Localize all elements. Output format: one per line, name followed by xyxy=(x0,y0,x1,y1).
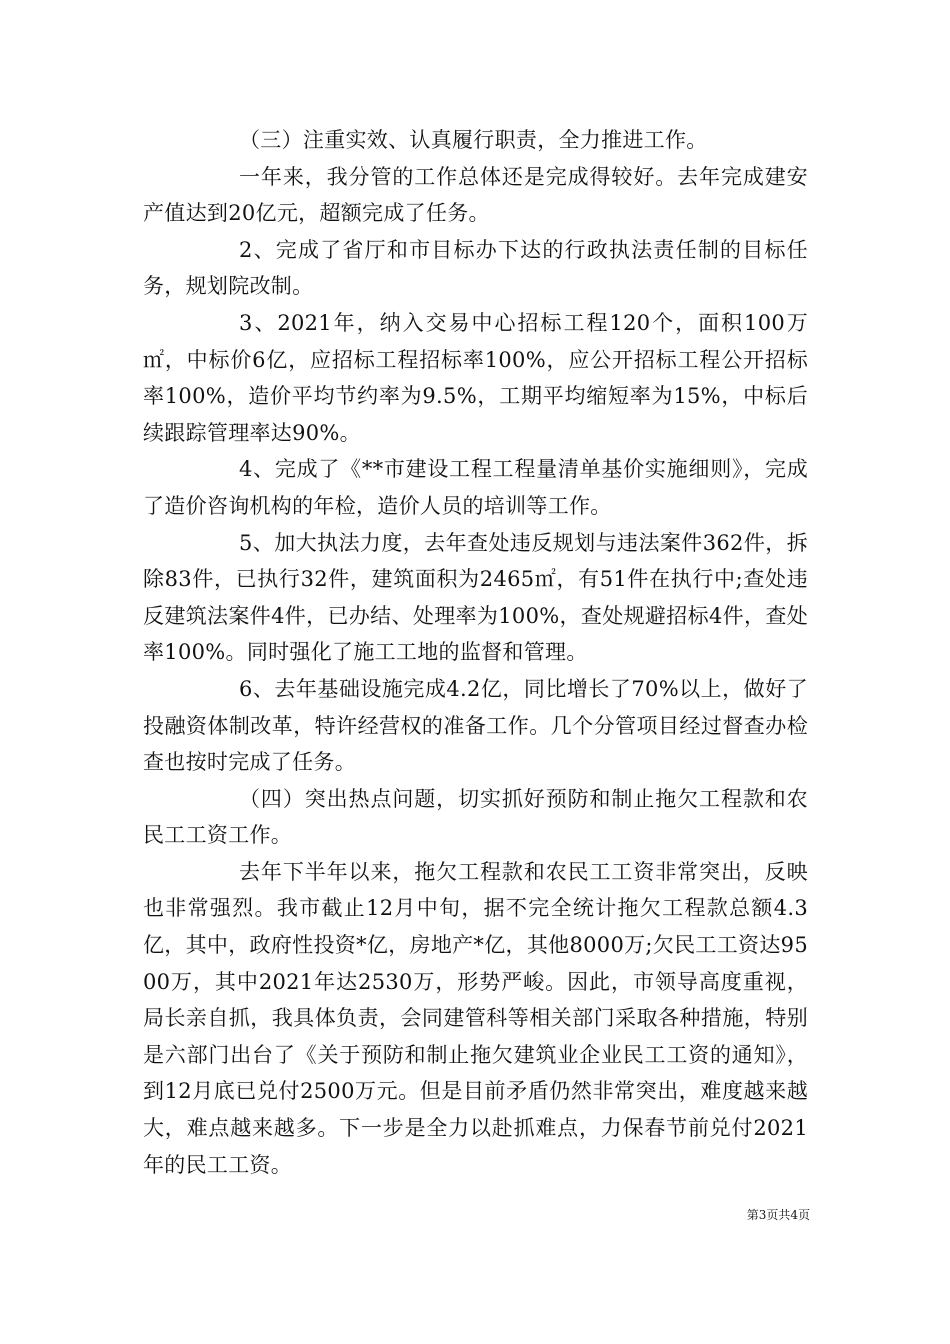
paragraph-summary: 一年来，我分管的工作总体还是完成得较好。去年完成建安产值达到20亿元，超额完成了任务。 xyxy=(143,164,808,226)
section-heading-3: （三）注重实效、认真履行职责，全力推进工作。 xyxy=(239,128,708,152)
section-heading-4: （四）突出热点问题，切实抓好预防和制止拖欠工程款和农民工工资工作。 xyxy=(143,786,808,848)
paragraph-wage-arrears: 去年下半年以来，拖欠工程款和农民工工资非常突出，反映也非常强烈。我市截止12月中旬，据不完全统计拖欠工程款总额4.3亿，其中，政府性投资*亿，房地产*亿，其他8000万;欠民工工资达9500万，其中2021年达2530万，形势严峻。因此，市领导高度重视，局长亲自抓，我具体负责，会同建管科等相关部门采取各种措施，特别是六部门出台了《关于预防和制止拖欠建筑业企业民工工资的通知》，到12月底已兑付2500万元。但是目前矛盾仍然非常突出，难度越来越大，难点越来越多。下一步是全力以赴抓难点，力保春节前兑付2021年的民工工资。 xyxy=(143,859,808,1177)
paragraph-item-2: 2、完成了省厅和市目标办下达的行政执法责任制的目标任务，规划院改制。 xyxy=(143,237,808,299)
paragraph-item-6: 6、去年基础设施完成4.2亿，同比增长了70%以上，做好了投融资体制改革，特许经营权的准备工作。几个分管项目经过督查办检查也按时完成了任务。 xyxy=(143,676,808,775)
paragraph-item-5: 5、加大执法力度，去年查处违反规划与违法案件362件，拆除83件，已执行32件，建筑面积为2465㎡，有51件在执行中;查处违反建筑法案件4件，已办结、处理率为100%，查处规避招标4件，查处率100%。同时强化了施工工地的监督和管理。 xyxy=(143,530,808,665)
paragraph-item-4: 4、完成了《**市建设工程工程量清单基价实施细则》，完成了造价咨询机构的年检，造价人员的培训等工作。 xyxy=(143,457,808,518)
page-number-footer: 第3页共4页 xyxy=(746,1208,810,1222)
paragraph-item-3: 3、2021年，纳入交易中心招标工程120个，面积100万㎡，中标价6亿，应招标工程招标率100%，应公开招标工程公开招标率100%，造价平均节约率为9.5%，工期平均缩短率为15%，中标后续跟踪管理率达90%。 xyxy=(143,310,808,445)
document-body xyxy=(143,122,808,1183)
